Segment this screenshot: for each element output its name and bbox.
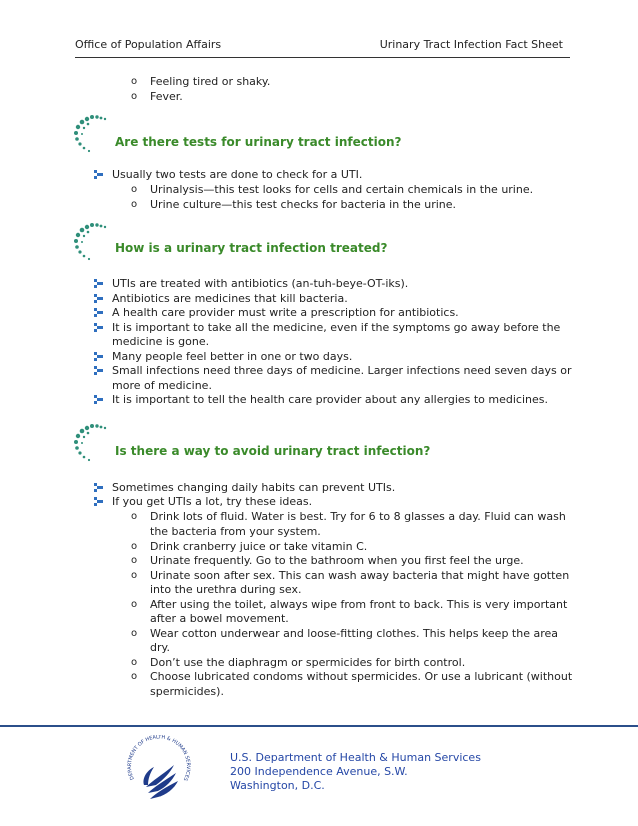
list-item: Fever.	[150, 90, 183, 103]
list-item: It is important to tell the health care provider about any allergies to medicines.	[112, 393, 549, 406]
sub-bullet-marker: o	[131, 199, 138, 210]
sub-bullet-marker: o	[131, 91, 138, 102]
list-item-continued: into the urethra during sex.	[150, 583, 302, 596]
list-item: If you get UTIs a lot, try these ideas.	[112, 495, 313, 508]
list-item: Urinate frequently. Go to the bathroom when you first feel the urge.	[150, 554, 524, 567]
footer-city: Washington, D.C.	[230, 779, 325, 792]
sub-bullet-marker: o	[131, 599, 138, 610]
footer-divider	[0, 725, 638, 727]
section-swirl-icon	[70, 220, 120, 266]
arrow-bullet-icon	[94, 395, 103, 404]
list-item: Feeling tired or shaky.	[150, 75, 271, 88]
list-item: It is important to take all the medicine, even if the symptoms go away before the	[112, 321, 561, 334]
section-swirl-icon	[70, 112, 120, 158]
sub-bullet-marker: o	[131, 541, 138, 552]
list-item: Antibiotics are medicines that kill bacteria.	[112, 292, 348, 305]
list-item: Urinalysis—this test looks for cells and certain chemicals in the urine.	[150, 183, 534, 196]
arrow-bullet-icon	[94, 497, 103, 506]
arrow-bullet-icon	[94, 323, 103, 332]
list-item: A health care provider must write a prescription for antibiotics.	[112, 306, 459, 319]
list-item: Wear cotton underwear and loose-fitting clothes. This helps keep the area	[150, 627, 558, 640]
list-item-continued: medicine is gone.	[112, 335, 210, 348]
list-item: Many people feel better in one or two days.	[112, 350, 353, 363]
arrow-bullet-icon	[94, 352, 103, 361]
svg-text:DEPARTMENT OF HEALTH & HUMAN S: DEPARTMENT OF HEALTH & HUMAN SERVICES	[126, 735, 192, 782]
list-item: Sometimes changing daily habits can prevent UTIs.	[112, 481, 396, 494]
section-heading: Is there a way to avoid urinary tract infection?	[115, 444, 431, 458]
arrow-bullet-icon	[94, 308, 103, 317]
list-item-continued: dry.	[150, 641, 170, 654]
sub-bullet-marker: o	[131, 555, 138, 566]
list-item: Urinate soon after sex. This can wash away bacteria that might have gotten	[150, 569, 570, 582]
section-heading: Are there tests for urinary tract infection?	[115, 135, 402, 149]
list-item-continued: spermicides).	[150, 685, 224, 698]
sub-bullet-marker: o	[131, 511, 138, 522]
list-item: Choose lubricated condoms without spermicides. Or use a lubricant (without	[150, 670, 573, 683]
list-item: Drink lots of fluid. Water is best. Try for 6 to 8 glasses a day. Fluid can wash	[150, 510, 566, 523]
sub-bullet-marker: o	[131, 570, 138, 581]
list-item: Drink cranberry juice or take vitamin C.	[150, 540, 368, 553]
sub-bullet-marker: o	[131, 76, 138, 87]
arrow-bullet-icon	[94, 170, 103, 179]
footer-street: 200 Independence Avenue, S.W.	[230, 765, 408, 778]
list-item: UTIs are treated with antibiotics (an-tuh-beye-OT-iks).	[112, 277, 409, 290]
list-item: Small infections need three days of medicine. Larger infections need seven days or	[112, 364, 572, 377]
section-heading: How is a urinary tract infection treated?	[115, 241, 388, 255]
hhs-seal-logo	[124, 735, 194, 805]
section-swirl-icon	[70, 421, 120, 467]
list-item: Usually two tests are done to check for a UTI.	[112, 168, 363, 181]
list-item-continued: the bacteria from your system.	[150, 525, 321, 538]
arrow-bullet-icon	[94, 294, 103, 303]
header-right: Urinary Tract Infection Fact Sheet	[379, 38, 563, 51]
header-left: Office of Population Affairs	[75, 38, 222, 51]
sub-bullet-marker: o	[131, 657, 138, 668]
list-item: Urine culture—this test checks for bacteria in the urine.	[150, 198, 457, 211]
sub-bullet-marker: o	[131, 184, 138, 195]
list-item-continued: after a bowel movement.	[150, 612, 289, 625]
list-item: Don’t use the diaphragm or spermicides for birth control.	[150, 656, 466, 669]
arrow-bullet-icon	[94, 279, 103, 288]
list-item: After using the toilet, always wipe from front to back. This is very important	[150, 598, 568, 611]
arrow-bullet-icon	[94, 366, 103, 375]
footer-department: U.S. Department of Health & Human Services	[230, 751, 481, 764]
sub-bullet-marker: o	[131, 671, 138, 682]
arrow-bullet-icon	[94, 483, 103, 492]
header-divider	[75, 57, 570, 58]
list-item-continued: more of medicine.	[112, 379, 212, 392]
sub-bullet-marker: o	[131, 628, 138, 639]
